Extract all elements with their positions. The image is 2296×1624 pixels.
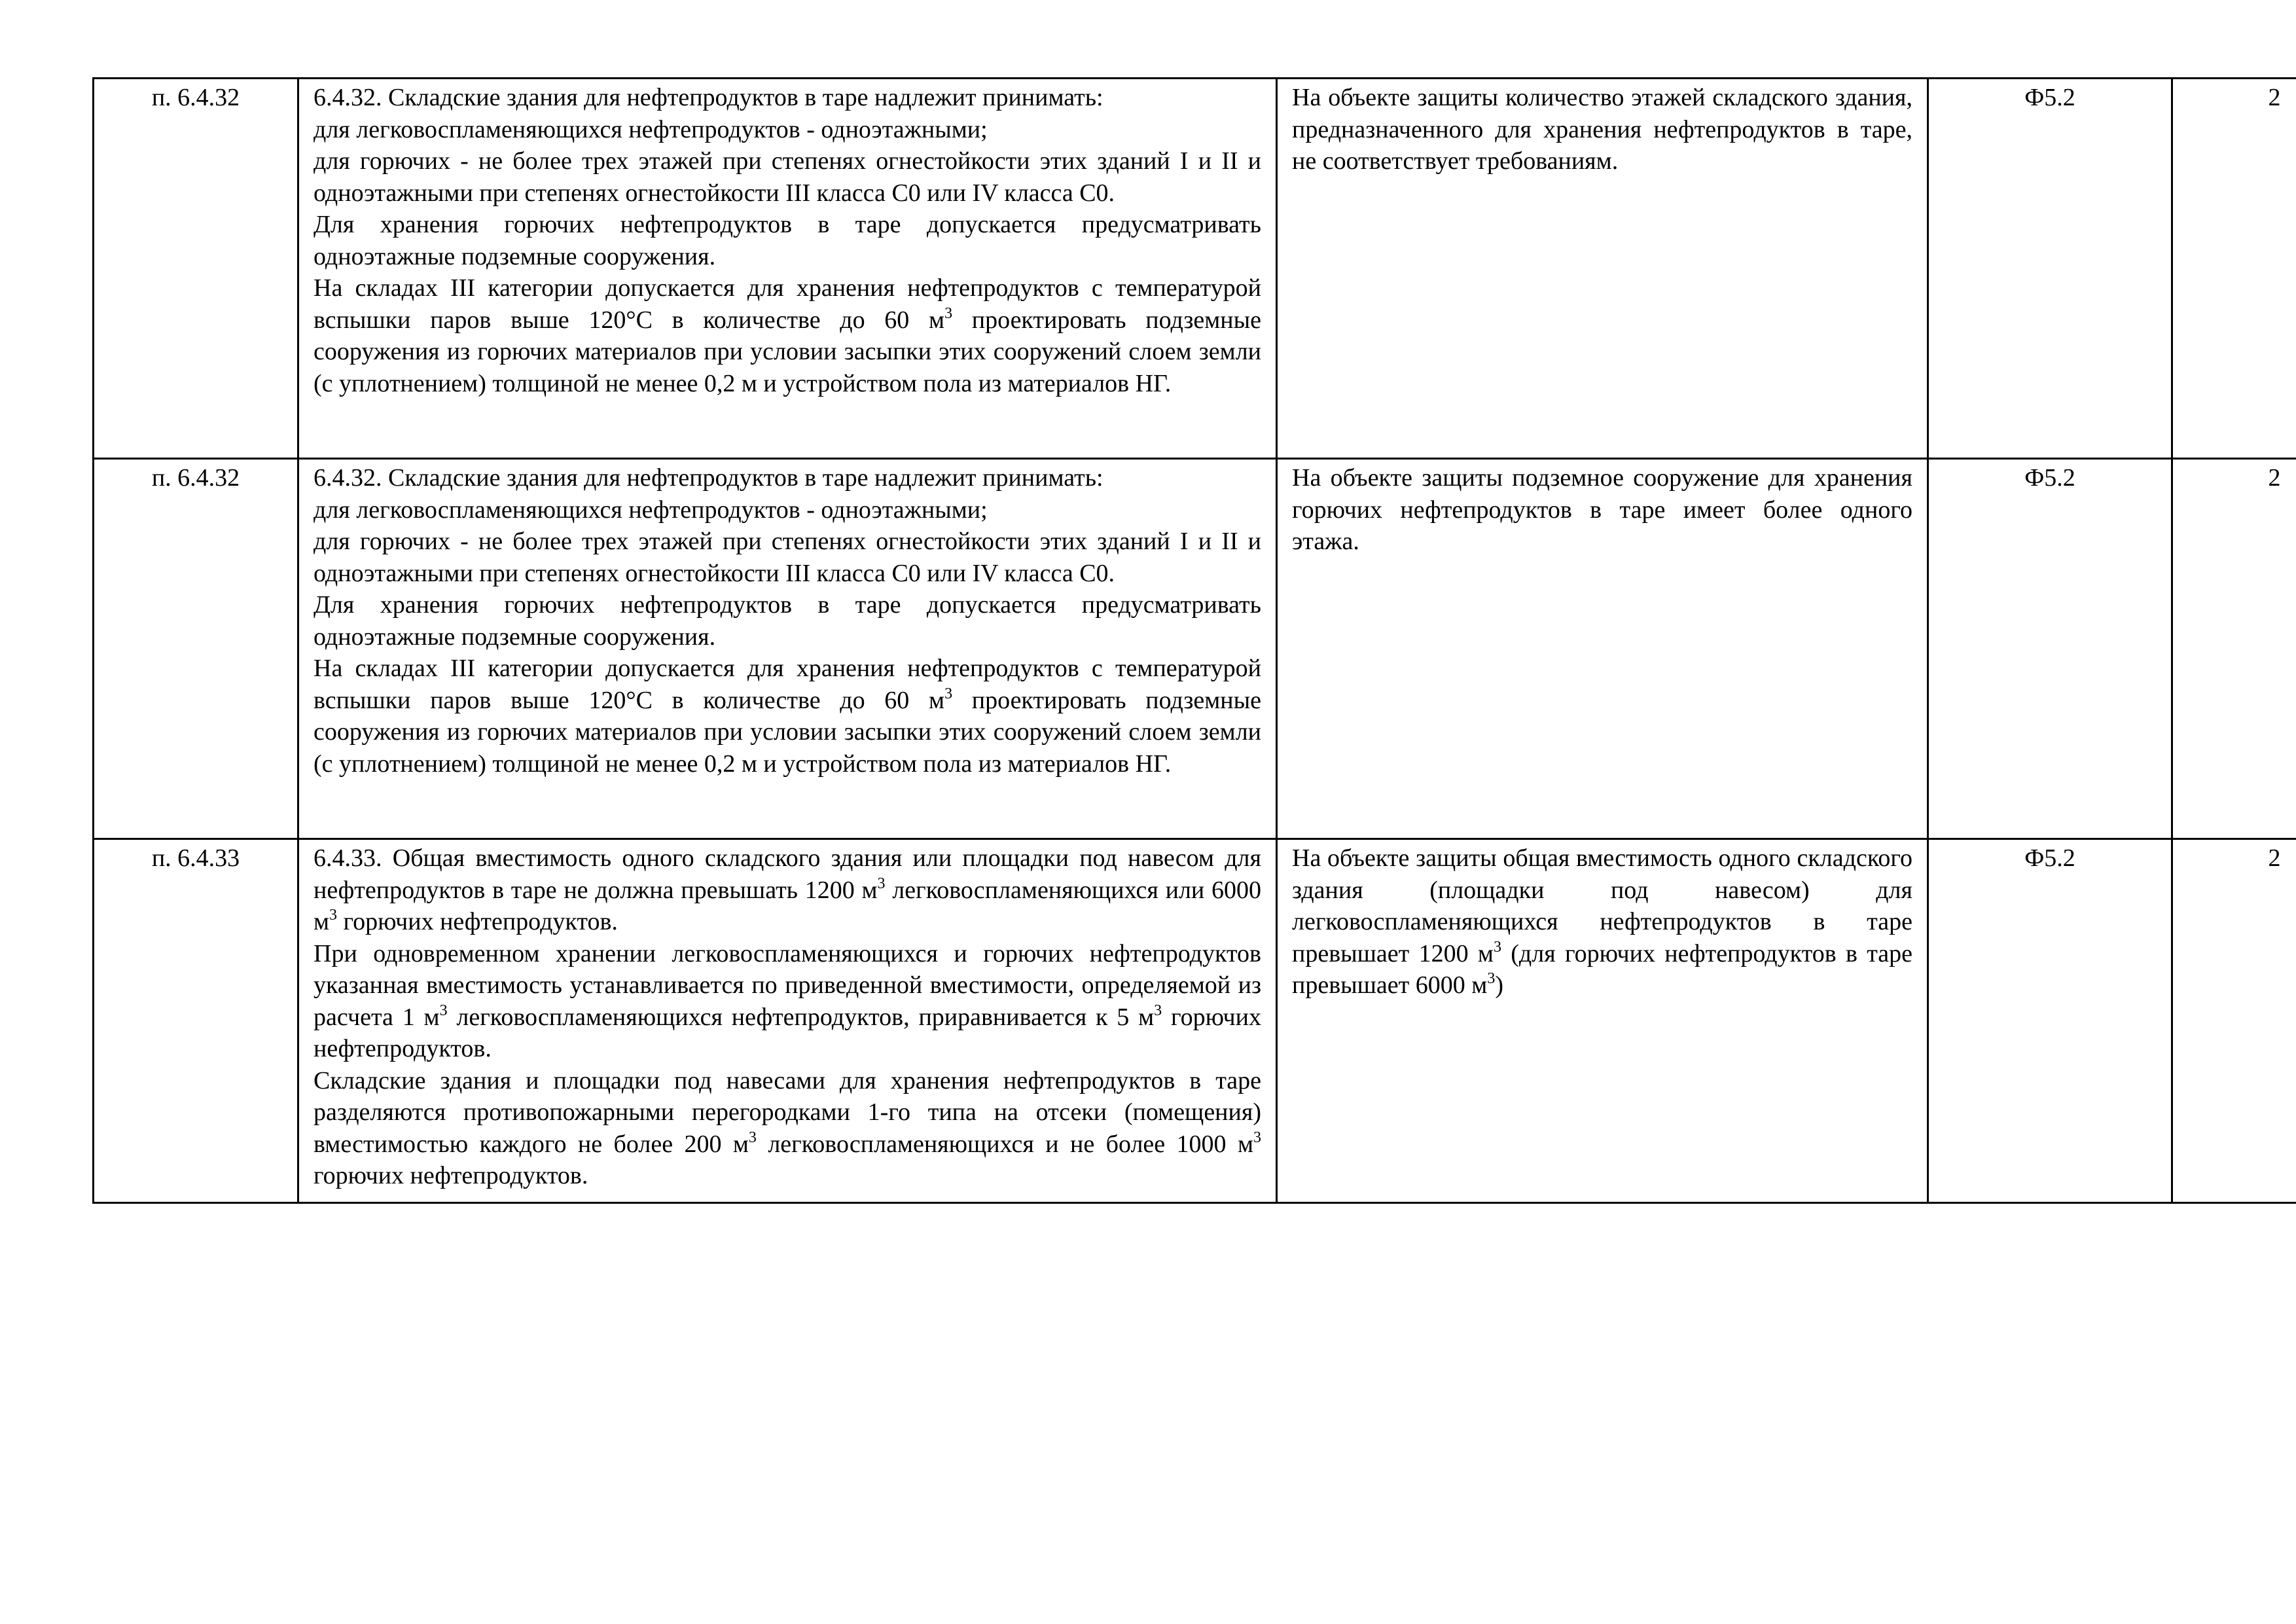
requirement-text-cell [298, 839, 1277, 1203]
number-cell: 2 [2172, 459, 2296, 839]
requirement-paragraph: Для хранения горючих нефтепродуктов в таре допускается предусматривать одноэтажные подземные сооружения. [314, 591, 1261, 651]
requirement-text-cell [298, 79, 1277, 459]
requirement-paragraph: для горючих - не более трех этажей при степенях огнестойкости этих зданий I и II и одноэтажными при степенях огнестойкости III класса С0 или IV класса С0. [314, 147, 1261, 207]
requirement-paragraph: Складские здания и площадки под навесами для хранения нефтепродуктов в таре разделяются противопожарными перегородками 1-го типа на отсеки (помещения) вместимостью каждого не более 200 $м^3$ легковоспламеняющихся и не более 1000 $м^3$ горючих нефтепродуктов. [314, 1066, 1262, 1189]
clause-ref-cell: п. 6.4.33 [94, 839, 298, 1203]
number-cell: 2 [2172, 79, 2296, 459]
requirement-paragraph: 6.4.33. Общая вместимость одного складского здания или площадки под навесом для нефтепродуктов в таре не должна превышать 1200 $м^3$ легковоспламеняющихся или 6000 $м^3$ горючих нефтепродуктов. [314, 844, 1261, 935]
requirement-paragraph: На складах III категории допускается для хранения нефтепродуктов с температурой вспышки паров выше 120°С в количестве до 60 $м^3$ проектировать подземные сооружения из горючих материалов при условии засыпки этих сооружений слоем земли (с уплотнением) толщиной не менее 0,2 м и устройством пола из материалов НГ. [314, 274, 1261, 397]
class-cell: Ф5.2 [1928, 839, 2172, 1203]
clause-ref-cell: п. 6.4.32 [94, 79, 298, 459]
violation-paragraph: На объекте защиты подземное сооружение для хранения горючих нефтепродуктов в таре имеет более одного этажа. [1292, 464, 1912, 555]
violation-text-cell [1277, 839, 1928, 1203]
requirement-paragraph: Для хранения горючих нефтепродуктов в таре допускается предусматривать одноэтажные подземные сооружения. [314, 211, 1261, 270]
clause-ref-cell: п. 6.4.32 [94, 459, 298, 839]
requirement-paragraph: 6.4.32. Складские здания для нефтепродуктов в таре надлежит принимать: [314, 464, 1103, 492]
requirement-paragraph: 6.4.32. Складские здания для нефтепродуктов в таре надлежит принимать: [314, 84, 1103, 111]
class-cell: Ф5.2 [1928, 79, 2172, 459]
requirement-paragraph: для легковоспламеняющихся нефтепродуктов - одноэтажными; [314, 496, 988, 524]
table-row [94, 839, 2296, 1203]
violation-text-cell [1277, 459, 1928, 839]
requirement-text-cell [298, 459, 1277, 839]
requirement-paragraph: для горючих - не более трех этажей при степенях огнестойкости этих зданий I и II и одноэтажными при степенях огнестойкости III класса С0 или IV класса С0. [314, 528, 1261, 587]
number-cell: 2 [2172, 839, 2296, 1203]
violation-paragraph: На объекте защиты общая вместимость одного складского здания (площадки под навесом) для легковоспламеняющихся нефтепродуктов в таре превышает 1200 $м^3$ (для горючих нефтепродуктов в таре превышает 6000 $м^3$) [1292, 844, 1912, 999]
requirement-paragraph: для легковоспламеняющихся нефтепродуктов - одноэтажными; [314, 115, 988, 143]
table-row [94, 459, 2296, 839]
requirement-paragraph: При одновременном хранении легковоспламеняющихся и горючих нефтепродуктов указанная вместимость устанавливается по приведенной вместимости, определяемой из расчета 1 $м^3$ легковоспламеняющихся нефтепродуктов, приравнивается к 5 $м^3$ горючих нефтепродуктов. [314, 939, 1262, 1062]
class-cell: Ф5.2 [1928, 459, 2172, 839]
requirement-paragraph: На складах III категории допускается для хранения нефтепродуктов с температурой вспышки паров выше 120°С в количестве до 60 $м^3$ проектировать подземные сооружения из горючих материалов при условии засыпки этих сооружений слоем земли (с уплотнением) толщиной не менее 0,2 м и устройством пола из материалов НГ. [314, 655, 1261, 778]
violation-paragraph: На объекте защиты количество этажей складского здания, предназначенного для хранения нефтепродуктов в таре, не соответствует требованиям. [1292, 84, 1912, 175]
table-row [94, 79, 2296, 459]
requirements-table [92, 77, 2296, 1204]
violation-text-cell [1277, 79, 1928, 459]
